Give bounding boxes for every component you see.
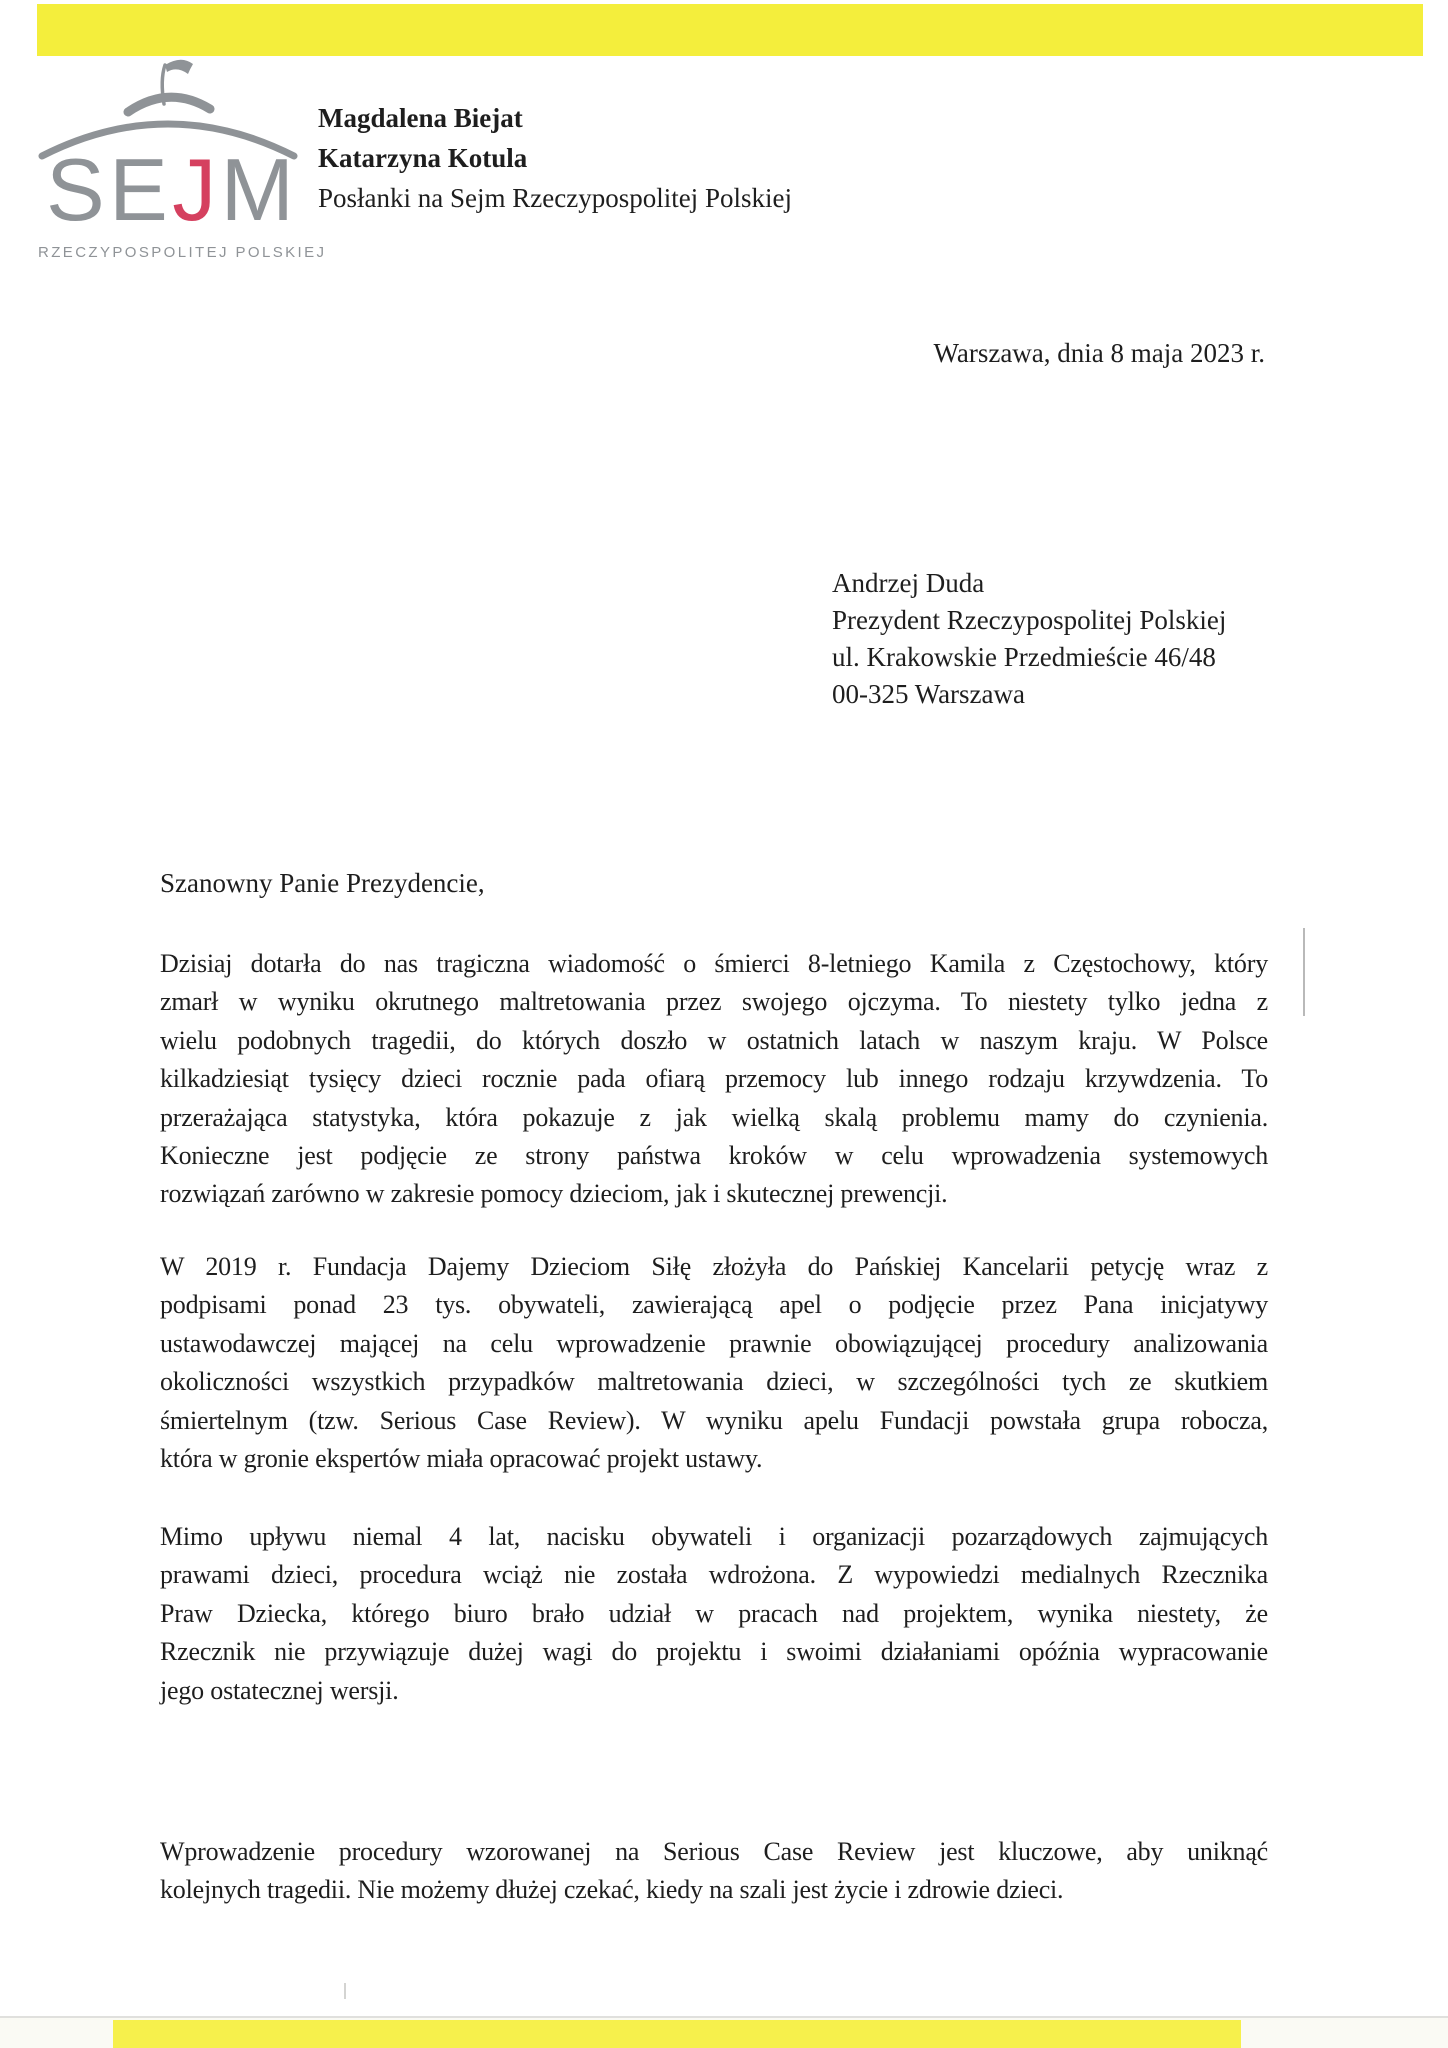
paragraph-3: [160, 1518, 1268, 1710]
bottom-highlight-bar: [113, 2020, 1241, 2048]
body-line: rozwiązań zarówno w zakresie pomocy dzieciom, jak i skutecznej prewencji.: [160, 1179, 948, 1209]
body-line: Mimo upływu niemal 4 lat, nacisku obywateli i organizacji pozarządowych zajmujących: [160, 1522, 1268, 1551]
body-line: Wprowadzenie procedury wzorowanej na Serious Case Review jest kluczowe, aby uniknąć: [160, 1837, 1268, 1866]
sender-role: Posłanki na Sejm Rzeczypospolitej Polskiej: [318, 183, 792, 213]
recipient-block: [832, 565, 1226, 713]
paragraph-2: [160, 1248, 1268, 1478]
sejm-logo: [38, 58, 327, 268]
logo-letter-j: J: [172, 140, 217, 239]
body-line: Dzisiaj dotarła do nas tragiczna wiadomość o śmierci 8-letniego Kamila z Częstochowy, który: [160, 949, 1268, 978]
sender-block: [318, 98, 792, 218]
body-line: W 2019 r. Fundacja Dajemy Dzieciom Siłę złożyła do Pańskiej Kancelarii petycję wraz z: [160, 1252, 1268, 1281]
body-line: wielu podobnych tragedii, do których doszło w ostatnich latach w naszym kraju. W Polsce: [160, 1025, 1268, 1055]
body-line: jego ostatecznej wersji.: [160, 1675, 399, 1705]
paragraph-1: [160, 945, 1268, 1214]
recipient-title: Prezydent Rzeczypospolitej Polskiej: [832, 605, 1227, 635]
body-line: Praw Dziecka, którego biuro brało udział w pracach nad projektem, wynika niestety, że: [160, 1598, 1268, 1628]
paragraph-4: [160, 1833, 1268, 1910]
logo-letter-s: S: [46, 140, 105, 239]
salutation: Szanowny Panie Prezydencie,: [160, 868, 485, 898]
body-line: Konieczne jest podjęcie ze strony państwa kroków w celu wprowadzenia systemowych: [160, 1140, 1268, 1170]
body-line: podpisami ponad 23 tys. obywateli, zawierającą apel o podjęcie przez Pana inicjatywy: [160, 1290, 1268, 1320]
scan-artifact-tick: [344, 1983, 346, 1999]
logo-letter-e: E: [109, 140, 168, 239]
body-line: prawami dzieci, procedura wciąż nie została wdrożona. Z wypowiedzi medialnych Rzecznika: [160, 1560, 1268, 1590]
body-line: okoliczności wszystkich przypadków maltretowania dzieci, w szczególności tych ze skutkiem: [160, 1367, 1268, 1397]
sender-name-1: Magdalena Biejat: [318, 103, 523, 133]
body-line: kilkadziesiąt tysięcy dzieci rocznie pada ofiarą przemocy lub innego rodzaju krzywdzenia. To: [160, 1064, 1268, 1094]
body-line: ustawodawczej mającej na celu wprowadzenie prawnie obowiązującej procedury analizowania: [160, 1328, 1268, 1358]
body-line: która w gronie ekspertów miała opracować projekt ustawy.: [160, 1443, 763, 1473]
sejm-logo-letters: [46, 140, 294, 239]
logo-subtitle: RZECZYPOSPOLITEJ POLSKIEJ: [38, 244, 327, 261]
body-line: przerażająca statystyka, która pokazuje z jak wielką skalą problemu mamy do czynienia.: [160, 1102, 1268, 1132]
scan-artifact-line: [1303, 928, 1305, 1016]
logo-letter-m: M: [220, 140, 294, 239]
dateline: Warszawa, dnia 8 maja 2023 r.: [933, 338, 1265, 368]
recipient-city: 00-325 Warszawa: [832, 679, 1026, 709]
recipient-name: Andrzej Duda: [832, 568, 985, 598]
body-line: zmarł w wyniku okrutnego maltretowania przez swojego ojczyma. To niestety tylko jedna z: [160, 987, 1268, 1017]
body-line: śmiertelnym (tzw. Serious Case Review). W wyniku apelu Fundacji powstała grupa robocza,: [160, 1405, 1268, 1435]
body-line: Rzecznik nie przywiązuje dużej wagi do projektu i swoimi działaniami opóźnia wypracowanie: [160, 1637, 1268, 1667]
top-highlight-bar: [37, 4, 1423, 56]
recipient-street: ul. Krakowskie Przedmieście 46/48: [832, 642, 1216, 672]
body-line: kolejnych tragedii. Nie możemy dłużej czekać, kiedy na szali jest życie i zdrowie dzieci.: [160, 1875, 1064, 1905]
sender-name-2: Katarzyna Kotula: [318, 143, 528, 173]
